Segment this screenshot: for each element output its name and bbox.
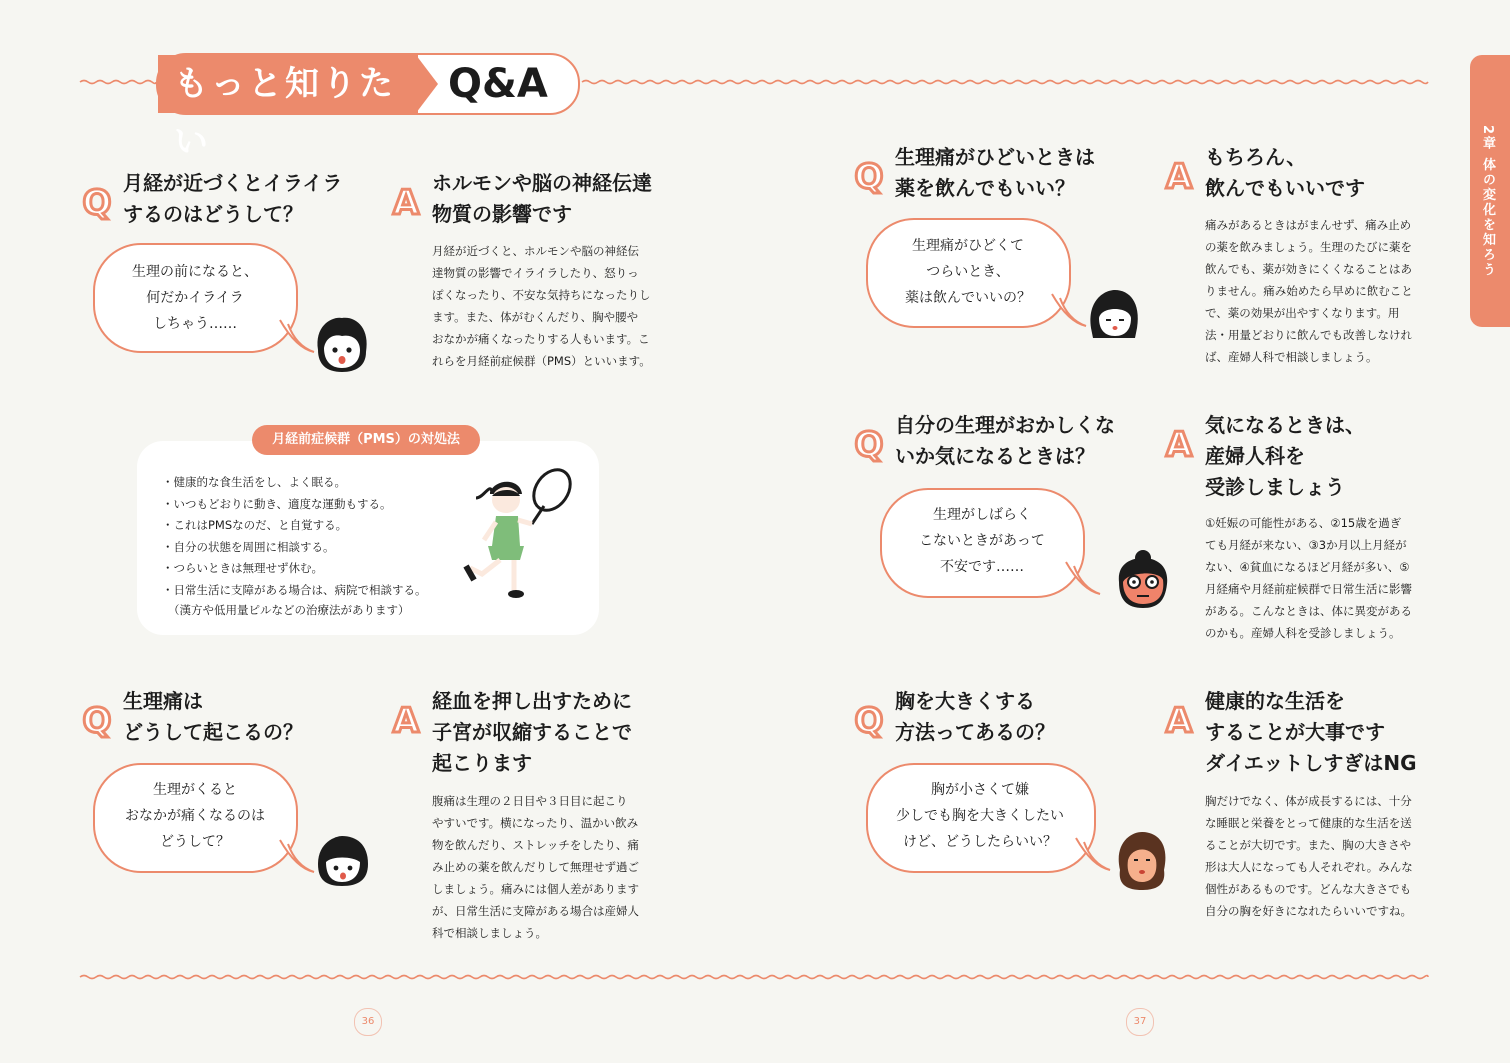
pms-tip: ・日常生活に支障がある場合は、病院で相談する。	[162, 582, 427, 597]
girl-face-icon	[312, 834, 372, 888]
question-1: 月経が近づくとイライラ するのはどうして？	[123, 171, 343, 226]
pms-tip: ・自分の状態を周囲に相談する。	[162, 539, 335, 554]
glasses-woman-face-icon	[1113, 548, 1171, 610]
a-mark: A	[1165, 701, 1193, 741]
question-3: 生理痛がひどいときは 薬を飲んでもいい？	[895, 145, 1095, 200]
q-mark: Q	[854, 701, 884, 741]
answer-body-4: ①妊娠の可能性がある、②15歳を過ぎ ても月経が来ない、③3か月以上月経が ない、④貧血になるほど月経が多い、⑤ 月経痛や月経前症候群で日常生活に影響 がある。こんなときは、体に異変がある のかも。産婦人科を受診しましょう。	[1205, 516, 1412, 640]
q-mark: Q	[82, 183, 112, 223]
q-mark: Q	[854, 425, 884, 465]
pms-tip: ・いつもどおりに動き、適度な運動もする。	[162, 496, 392, 511]
pms-tips-title: 月経前症候群（PMS）の対処法	[252, 425, 480, 455]
answer-body-3: 痛みがあるときはがまんせず、痛み止め の薬を飲みましょう。生理のたびに薬を 飲んでも、薬が効きにくくなることはあ りません。痛み始めたら早めに飲むこと で、薬の効果が出やすくなります。用 法・用量どおりに飲んでも改善しなけれ ば、産婦人科で相談しましょう。	[1205, 218, 1413, 364]
bubble-text-1: 生理の前になると、 何だかイライラ しちゃう……	[132, 264, 258, 332]
bubble-text-5: 胸が小さくて嫌 少しでも胸を大きくしたい けど、どうしたらいい？	[896, 782, 1064, 850]
girl-face-icon	[310, 314, 372, 374]
header-title-right: Q&A	[448, 61, 548, 107]
question-5: 胸を大きくする 方法ってあるの？	[895, 689, 1055, 744]
pms-tip: ・これはPMSなのだ、と自覚する。	[162, 518, 348, 532]
chapter-tab-label: 2章 体の変化を知ろう	[1480, 125, 1495, 278]
answer-body-2: 腹痛は生理の２日目や３日目に起こり やすいです。横になったり、温かい飲み 物を飲んだり、ストレッチをしたり、痛 み止めの薬を飲んだりして無理せず過ご しましょう。痛みには個人差があります が、日常生活に支障がある場合は産婦人 科で相談しましょう。	[432, 794, 639, 940]
pms-tip: ・健康的な食生活をし、よく眠る。	[162, 475, 346, 489]
a-mark: A	[392, 701, 420, 741]
bubble-text-4: 生理がしばらく こないときがあって 不安です……	[919, 507, 1045, 575]
answer-title-3: もちろん、 飲んでもいいです	[1205, 145, 1365, 200]
header-title-left: もっと知りたい	[158, 55, 418, 113]
question-2: 生理痛は どうして起こるの？	[123, 689, 303, 744]
pms-tips-list	[162, 472, 427, 601]
answer-title-1: ホルモンや脳の神経伝達 物質の影響です	[432, 171, 652, 226]
answer-title-5: 健康的な生活を することが大事です ダイエットしすぎはNG	[1205, 689, 1417, 775]
girl-face-icon	[1085, 288, 1143, 340]
a-mark: A	[1165, 157, 1193, 197]
q-mark: Q	[82, 701, 112, 741]
wavy-hair-woman-face-icon	[1114, 830, 1170, 892]
answer-title-2: 経血を押し出すために 子宮が収縮することで 起こります	[432, 689, 632, 775]
a-mark: A	[392, 183, 420, 223]
question-4: 自分の生理がおかしくな いか気になるときは？	[895, 413, 1115, 468]
header-arrow	[416, 55, 438, 113]
page-number-left: 36	[354, 1008, 382, 1036]
pms-tips-note: （漢方や低用量ピルなどの治療法があります）	[168, 603, 410, 617]
bubble-text-3: 生理痛がひどくて つらいとき、 薬は飲んでいいの？	[905, 238, 1031, 306]
tennis-girl-illustration	[460, 462, 580, 612]
answer-title-4: 気になるときは、 産婦人科を 受診しましょう	[1205, 413, 1365, 499]
answer-body-5: 胸だけでなく、体が成長するには、十分 な睡眠と栄養をとって健康的な生活を送 ることが大切です。また、胸の大きさや 形は大人になっても人それぞれ。みんな 個性があるものです。どんな大きさでも 自分の胸を好きになれたらいいですね。	[1205, 794, 1413, 918]
pms-tip: ・つらいときは無理せず休む。	[162, 561, 323, 575]
a-mark: A	[1165, 425, 1193, 465]
header-banner	[156, 53, 580, 162]
bubble-text-2: 生理がくると おなかが痛くなるのは どうして？	[125, 782, 265, 850]
page-number-right: 37	[1126, 1008, 1154, 1036]
q-mark: Q	[854, 157, 884, 197]
answer-body-1: 月経が近づくと、ホルモンや脳の神経伝 達物質の影響でイライラしたり、怒りっ ぽくなったり、不安な気持ちになったりし ます。また、体がむくんだり、胸や腰や おなかが痛くなったりする人もいます。こ れらを月経前症候群（PMS）といいます。	[432, 244, 651, 368]
